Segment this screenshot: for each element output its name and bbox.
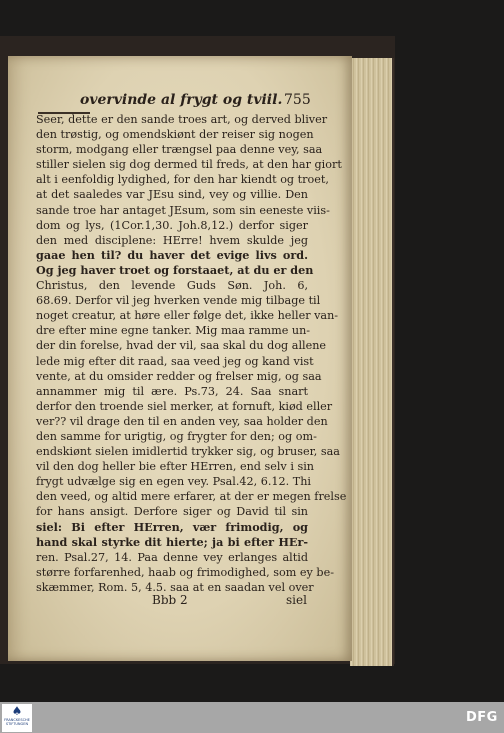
- text-line: der din forelse, hvad der vil, saa skal du dog allene: [36, 339, 327, 353]
- signature-mark: Bbb 2: [152, 593, 188, 607]
- running-head-title: overvinde al frygt og tviil.: [80, 92, 283, 108]
- text-line: Seer, dette er den sande troes art, og derved bliver: [36, 113, 328, 126]
- text-line: større forfarenhed, haab og frimodighed, som ey be-: [36, 565, 334, 579]
- page-number: 755: [284, 92, 311, 108]
- text-line: annammer mig til ære. Ps.73, 24. Saa snart: [36, 384, 308, 398]
- text-line: lede mig efter dit raad, saa veed jeg og kand vist: [36, 354, 314, 368]
- text-line: 68.69. Derfor vil jeg hverken vende mig tilbage til: [36, 294, 321, 308]
- viewer-bottom-bar: [0, 702, 504, 733]
- running-head: [80, 92, 320, 108]
- text-line: den med disciplene: HErre! hvem skulde jeg: [36, 233, 308, 247]
- text-line: den samme for urigtig, og frygter for den; og om-: [36, 429, 317, 443]
- text-line: vente, at du omsider redder og frelser mig, og saa: [36, 369, 322, 383]
- text-line: frygt udvælge sig en egen vey. Psal.42, 6.12. Thi: [36, 475, 311, 489]
- text-line: dre efter mine egne tanker. Mig maa ramme un-: [36, 324, 311, 338]
- text-line: for hans ansigt. Derfore siger og David til sin: [36, 505, 308, 519]
- text-line: alt i eenfoldig lydighed, for den har kiendt og troet,: [36, 173, 329, 187]
- page-edges: [350, 58, 394, 666]
- text-line: ren. Psal.27, 14. Paa denne vey erlanges altid: [36, 550, 308, 564]
- text-line: endskiønt sielen imidlertid trykker sig, og bruser, saa: [36, 445, 340, 459]
- text-line: derfor den troende siel merker, at fornuft, kiød eller: [36, 399, 333, 413]
- text-line: hand skal styrke dit hierte; ja bi efter HEr-: [36, 534, 308, 549]
- text-line: den veed, og altid mere erfarer, at der er megen frelse: [36, 490, 347, 504]
- text-line: Og jeg haver troet og forstaaet, at du er den: [36, 262, 314, 277]
- text-line: dom og lys, (1Cor.1,30. Joh.8,12.) derfor siger: [36, 218, 308, 232]
- institution-logo: [2, 704, 32, 732]
- text-line: sande troe har antaget JEsum, som sin eeneste viis-: [36, 203, 330, 217]
- text-line: noget creatur, at høre eller følge det, ikke heller van-: [36, 309, 339, 323]
- text-line: at det saaledes var JEsu sind, vey og villie. Den: [36, 188, 308, 202]
- text-line: gaae hen til? du haver det evige livs ord.: [36, 247, 308, 262]
- text-line: Christus, den levende Guds Søn. Joh. 6,: [36, 279, 308, 293]
- text-line: storm, modgang eller trængsel paa denne vey, saa: [36, 143, 323, 157]
- text-line: den trøstig, og omendskiønt der reiser sig nogen: [36, 128, 314, 142]
- catchword: siel: [286, 593, 307, 607]
- text-line: ver?? vil drage den til en anden vey, saa holder den: [36, 414, 328, 428]
- text-line: skæmmer, Rom. 5, 4.5. saa at en saadan vel over: [36, 580, 314, 594]
- logo-caption: FRANCKESCHE STIFTUNGEN: [4, 718, 30, 726]
- body-text: [36, 112, 347, 595]
- eagle-icon: ♠: [11, 704, 23, 718]
- dfg-logo: DFG: [466, 710, 498, 725]
- text-line: siel: Bi efter HErren, vær frimodig, og: [36, 519, 308, 534]
- text-line: stiller sielen sig dog dermed til freds, at den har giort: [36, 158, 342, 172]
- text-line: vil den dog heller bie efter HErren, end selv i sin: [36, 460, 314, 474]
